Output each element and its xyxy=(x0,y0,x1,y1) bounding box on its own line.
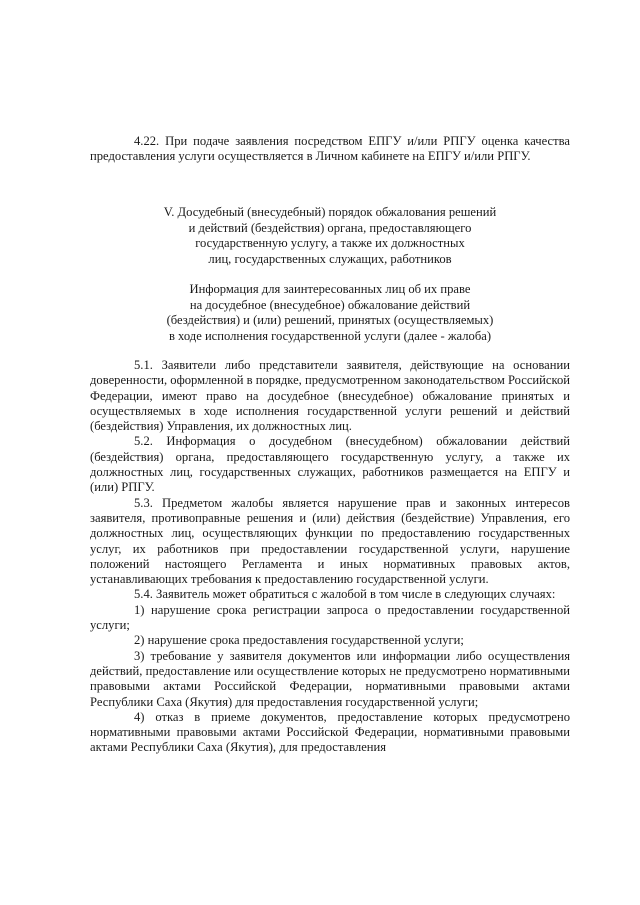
clause-4-22: 4.22. При подаче заявления посредством ЕПГУ и/или РПГУ оценка качества предоставления услуги осуществляется в Личном кабинете на ЕПГУ и/или РПГУ. xyxy=(90,134,570,164)
section-title-line-3: государственную услугу, а также их должностных xyxy=(195,236,465,250)
paragraph-5-1: 5.1. Заявители либо представители заявителя, действующие на основании доверенности, оформленной в порядке, предусмотренном законодательством Российской Федерации, имеют право на досудебное (внесудебное) обжалование принятых и осуществляемых в ходе исполнения государственной услуги решений и действий (бездействия) Управления, их должностных лиц. xyxy=(90,358,571,434)
section-title-line-4: лиц, государственных служащих, работников xyxy=(208,251,452,266)
subsection-heading xyxy=(90,282,570,344)
list-item-1: 1) нарушение срока регистрации запроса о предоставлении государственной услуги; xyxy=(90,602,570,633)
section-title xyxy=(90,205,570,267)
subsection-title-line-1: Информация для заинтересованных лиц об их праве xyxy=(189,282,471,296)
subsection-title xyxy=(90,282,570,344)
list-item-3: 3) требование у заявителя документов или информации либо осуществления действий, предоставление или осуществление которых не предусмотрено нормативными правовыми актами Российской Федерации, нормативными правовыми актами Республики Саха (Якутия) для предоставления государственной услуги; xyxy=(90,648,570,709)
subsection-title-line-3: (бездействия) и (или) решений, принятых (осуществляемых) xyxy=(166,313,494,327)
paragraph-5-4: 5.4. Заявитель может обратиться с жалобой в том числе в следующих случаях: xyxy=(134,587,556,602)
section-heading xyxy=(90,205,570,267)
list-item-2: 2) нарушение срока предоставления государственной услуги; xyxy=(134,633,464,648)
subsection-title-line-2: на досудебное (внесудебное) обжалование действий xyxy=(189,297,471,312)
paragraph-5-3: 5.3. Предметом жалобы является нарушение прав и законных интересов заявителя, противоправные решения и (или) действия (бездействие) Управления, его должностных лиц, осуществляющих функции по предоставлению государственных услуг, их работников при предоставлении государственной услуги, нарушение положений настоящего Регламента и иных нормативных правовых актов, устанавливающих требования к предоставлению государственной услуги. xyxy=(90,495,570,587)
paragraph-5-2: 5.2. Информация о досудебном (внесудебном) обжаловании действий (бездействия) органа, предоставляющего государственную услугу, а также их должностных лиц, государственных служащих, работников размещается на ЕПГУ и (или) РПГУ. xyxy=(90,434,570,495)
body-paragraphs xyxy=(90,358,570,756)
list-item-4: 4) отказ в приеме документов, предоставление которых предусмотрено нормативными правовыми актами Российской Федерации, нормативными правовыми актами Республики Саха (Якутия), для предоставления xyxy=(90,709,570,755)
clause-4-22-block xyxy=(90,134,570,165)
subsection-title-line-4: в ходе исполнения государственной услуги (далее - жалоба) xyxy=(168,328,492,343)
section-title-line-1: V. Досудебный (внесудебный) порядок обжалования решений xyxy=(163,205,497,219)
section-title-line-2: и действий (бездействия) органа, предоставляющего xyxy=(188,220,472,235)
